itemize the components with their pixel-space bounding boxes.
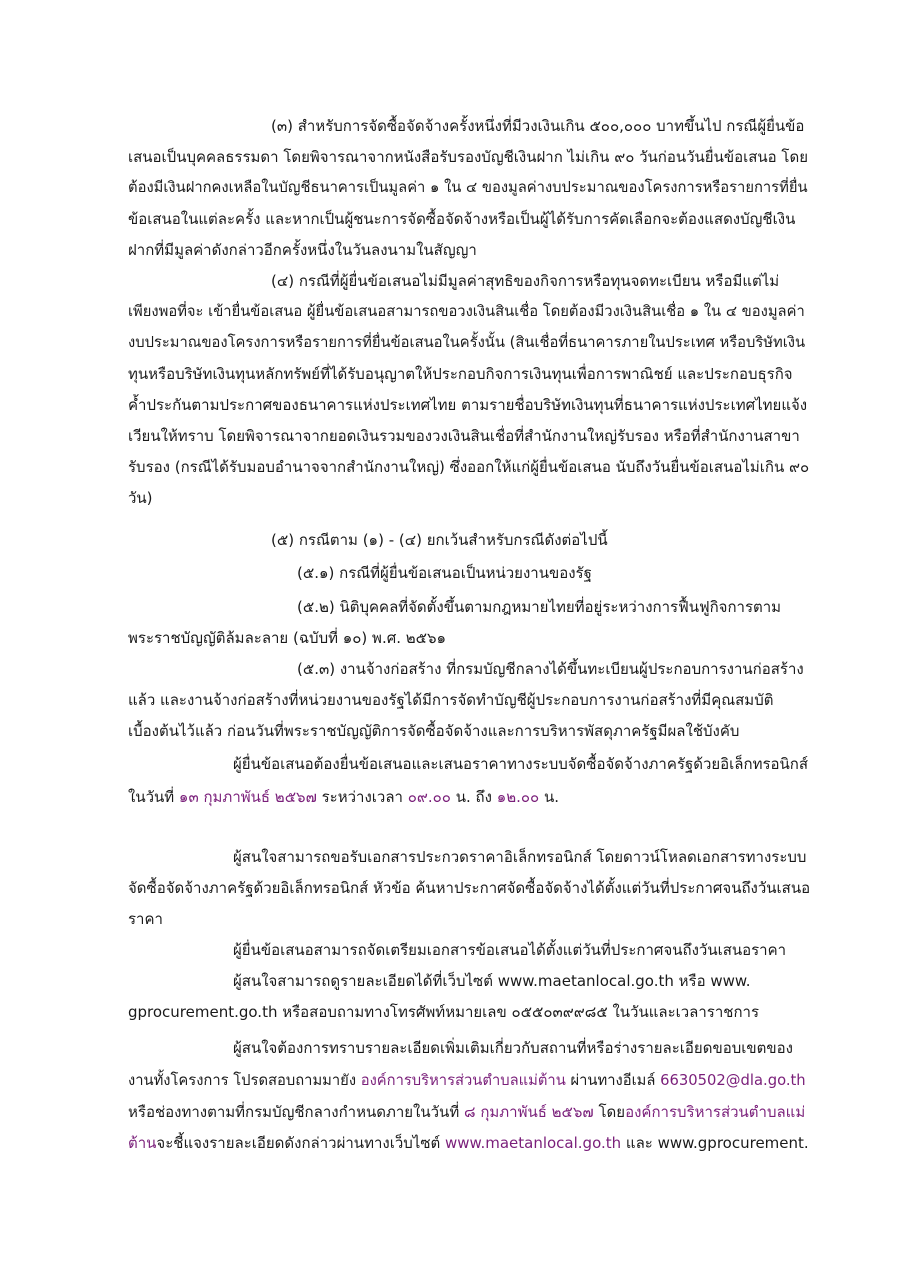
para-3-line-4: ข้อเสนอในแต่ละครั้ง และหากเป็นผู้ชนะการจัดซื้อจัดจ้างหรือเป็นผู้ได้รับการคัดเลือกจะต้องแสดงบัญชีเงิน — [128, 210, 796, 228]
para-5-3-line-1: (๕.๓) งานจ้างก่อสร้าง ที่กรมบัญชีกลางได้ขึ้นทะเบียนผู้ประกอบการงานก่อสร้าง — [297, 660, 804, 678]
para-5-line-1: (๕) กรณีตาม (๑) - (๔) ยกเว้นสำหรับกรณีดังต่อไปนี้ — [271, 531, 608, 549]
para-3-line-3: ต้องมีเงินฝากคงเหลือในบัญชีธนาคารเป็นมูลค่า ๑ ใน ๔ ของมูลค่างบประมาณของโครงการหรือรายการที่ยื่น — [128, 179, 808, 196]
info-line-1: ผู้สนใจต้องการทราบรายละเอียดเพิ่มเติมเกี่ยวกับสถานที่หรือร่างรายละเอียดขอบเขตของ — [233, 1039, 793, 1057]
info-deadline-date: ๘ กุมภาพันธ์ ๒๕๖๗ — [463, 1103, 594, 1121]
download-line-1: ผู้สนใจสามารถขอรับเอกสารประกวดราคาอิเล็กทรอนิกส์ โดยดาวน์โหลดเอกสารทางระบบ — [233, 848, 807, 866]
submit-time-sep: น. ถึง — [450, 788, 497, 806]
download-line-2: จัดซื้อจัดจ้างภาครัฐด้วยอิเล็กทรอนิกส์ หัวข้อ ค้นหาประกาศจัดซื้อจัดจ้างได้ตั้งแต่วันที่ประกาศจนถึงวันเสนอ — [128, 879, 811, 897]
para-4-line-7: รับรอง (กรณีได้รับมอบอำนาจจากสำนักงานใหญ่) ซึ่งออกให้แก่ผู้ยื่นข้อเสนอ นับถึงวันยื่นข้อเสนอไม่เกิน ๙๐ — [128, 458, 810, 476]
submit-date-prefix: ในวันที่ — [128, 788, 179, 806]
para-4-line-8: วัน) — [128, 489, 153, 507]
info-line-3 — [128, 1101, 805, 1123]
para-4-line-5: ค้ำประกันตามประกาศของธนาคารแห่งประเทศไทย ตามรายชื่อบริษัทเงินทุนที่ธนาคารแห่งประเทศไทยแจ้ง — [128, 396, 808, 414]
submit-time-end: ๑๒.๐๐ — [496, 788, 540, 806]
info-line-3-prefix: หรือช่องทางตามที่กรมบัญชีกลางกำหนดภายในวันที่ — [128, 1103, 464, 1121]
para-3-line-2: เสนอเป็นบุคคลธรรมดา โดยพิจารณาจากหนังสือรับรองบัญชีเงินฝาก ไม่เกิน ๙๐ วันก่อนวันยื่นข้อเสนอ โดย — [128, 148, 809, 166]
para-5-2-line-1: (๕.๒) นิติบุคคลที่จัดตั้งขึ้นตามกฎหมายไทยที่อยู่ระหว่างการฟื้นฟูกิจการตาม — [297, 598, 782, 616]
org-name-part-1: องค์การบริหารส่วนตำบลแม่ — [625, 1103, 806, 1121]
org-name-part-2: ต้าน — [128, 1134, 157, 1152]
submit-line-1: ผู้ยื่นข้อเสนอต้องยื่นข้อเสนอและเสนอราคาทางระบบจัดซื้อจัดจ้างภาครัฐด้วยอิเล็กทรอนิกส์ — [233, 755, 809, 773]
info-line-3-mid: โดย — [593, 1103, 626, 1121]
website-line-2: gprocurement.go.th หรือสอบถามทางโทรศัพท์หมายเลข ๐๕๕๐๓๙๙๘๕ ในวันและเวลาราชการ — [128, 1003, 760, 1021]
website-line-1: ผู้สนใจสามารถดูรายละเอียดได้ที่เว็บไซต์ www.maetanlocal.go.th หรือ www. — [233, 972, 751, 990]
submit-time-start: ๐๙.๐๐ — [407, 788, 451, 806]
para-5-2-line-2: พระราชบัญญัติล้มละลาย (ฉบับที่ ๑๐) พ.ศ. ๒๕๖๑ — [128, 629, 447, 647]
org-name: องค์การบริหารส่วนตำบลแม่ต้าน — [360, 1072, 566, 1089]
info-line-4-mid: จะชี้แจงรายละเอียดดังกล่าวผ่านทางเว็บไซต์ — [156, 1134, 446, 1152]
download-line-3: ราคา — [128, 910, 163, 928]
prepare-line: ผู้ยื่นข้อเสนอสามารถจัดเตรียมเอกสารข้อเสนอได้ตั้งแต่วันที่ประกาศจนถึงวันเสนอราคา — [233, 941, 787, 959]
info-line-2-mid: ผ่านทางอีเมล์ — [565, 1072, 661, 1089]
info-line-2-prefix: งานทั้งโครงการ โปรดสอบถามมายัง — [128, 1072, 361, 1089]
para-3-line-1: (๓) สำหรับการจัดซื้อจัดจ้างครั้งหนึ่งที่มีวงเงินเกิน ๕๐๐,๐๐๐ บาทขึ้นไป กรณีผู้ยื่นข้อ — [271, 117, 805, 135]
para-5-3-line-3: เบื้องต้นไว้แล้ว ก่อนวันที่พระราชบัญญัติการจัดซื้อจัดจ้างและการบริหารพัสดุภาครัฐมีผลใช้บังคับ — [128, 722, 740, 740]
para-4-line-2: เพียงพอที่จะ เข้ายื่นข้อเสนอ ผู้ยื่นข้อเสนอสามารถขอวงเงินสินเชื่อ โดยต้องมีวงเงินสินเชื่อ ๑ ใน ๔ ของมูลค่า — [128, 303, 805, 320]
para-4-line-6: เวียนให้ทราบ โดยพิจารณาจากยอดเงินรวมของวงเงินสินเชื่อที่สำนักงานใหญ่รับรอง หรือที่สำนักงานสาขา — [128, 427, 800, 445]
email-link[interactable]: 6630502@dla.go.th — [660, 1072, 806, 1089]
para-3-line-5: ฝากที่มีมูลค่าดังกล่าวอีกครั้งหนึ่งในวันลงนามในสัญญา — [128, 241, 477, 259]
submit-time-suffix: น. — [539, 788, 559, 806]
submit-line-2 — [128, 786, 559, 808]
para-4-line-4: ทุนหรือบริษัทเงินทุนหลักทรัพย์ที่ได้รับอนุญาตให้ประกอบกิจการเงินทุนเพื่อการพาณิชย์ และประกอบธุรกิจ — [128, 365, 793, 383]
info-line-4-suffix: และ www.gprocurement. — [621, 1134, 809, 1152]
para-4-line-1: (๔) กรณีที่ผู้ยื่นข้อเสนอไม่มีมูลค่าสุทธิของกิจการหรือทุนจดทะเบียน หรือมีแต่ไม่ — [271, 272, 780, 290]
submit-time-label: ระหว่างเวลา — [316, 788, 408, 806]
para-5-1: (๕.๑) กรณีที่ผู้ยื่นข้อเสนอเป็นหน่วยงานของรัฐ — [297, 564, 592, 582]
para-5-3-line-2: แล้ว และงานจ้างก่อสร้างที่หน่วยงานของรัฐได้มีการจัดทำบัญชีผู้ประกอบการงานก่อสร้างที่มีคุณสมบัติ — [128, 691, 774, 709]
info-line-2 — [128, 1070, 806, 1092]
info-line-4 — [128, 1132, 809, 1154]
para-4-line-3: งบประมาณของโครงการหรือรายการที่ยื่นข้อเสนอในครั้งนั้น (สินเชื่อที่ธนาคารภายในประเทศ หรือบริษัทเงิน — [128, 334, 806, 351]
website-link[interactable]: www.maetanlocal.go.th — [445, 1134, 622, 1152]
submit-date: ๑๓ กุมภาพันธ์ ๒๕๖๗ — [178, 788, 317, 806]
